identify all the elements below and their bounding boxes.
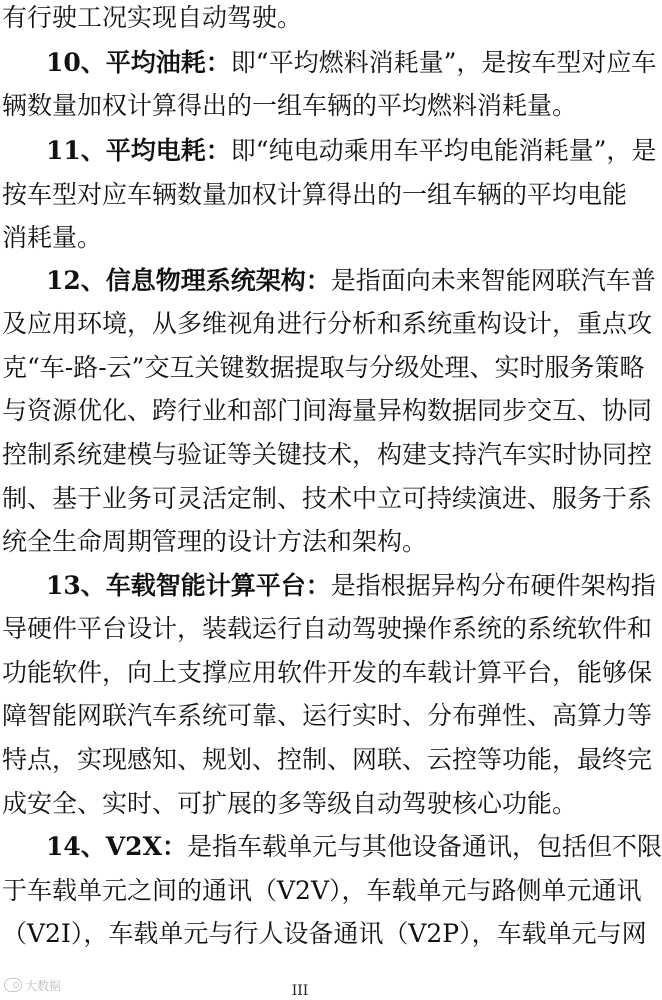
watermark-text: 大数据 — [25, 978, 62, 993]
document-line: 控制系统建模与验证等关键技术，构建支持汽车实时协同控 — [2, 440, 653, 469]
document-line — [46, 43, 657, 83]
document-line: 障智能网联汽车系统可靠、运行实时、分布弹性、高算力等 — [2, 701, 653, 730]
term-heading: 12、信息物理系统架构： — [46, 266, 331, 295]
document-line: 克“车-路-云”交互关键数据提取与分级处理、实时服务策略 — [2, 353, 645, 382]
document-line: 导硬件平台设计，装载运行自动驾驶操作系统的系统软件和 — [2, 614, 653, 643]
document-line — [46, 827, 662, 867]
document-line — [46, 261, 656, 301]
page-number: III — [291, 983, 309, 999]
document-line: 与资源优化、跨行业和部门间海量异构数据同步交互、协同 — [2, 396, 653, 425]
document-line: （V2I），车载单元与行人设备通讯（V2P），车载单元与网 — [2, 919, 647, 948]
term-definition: 即“纯电动乘用车平均电能消耗量”，是 — [230, 136, 657, 165]
term-definition: 是指根据异构分布硬件架构指 — [330, 571, 656, 600]
document-line: 于车载单元之间的通讯（V2V），车载单元与路侧单元通讯 — [2, 876, 642, 905]
document-line: 及应用环境，从多维视角进行分析和系统重构设计，重点攻 — [2, 309, 653, 338]
document-line: 制、基于业务可灵活定制、技术中立可持续演进、服务于系 — [2, 484, 653, 513]
document-line: 辆数量加权计算得出的一组车辆的平均燃料消耗量。 — [2, 91, 578, 120]
term-definition: 即“平均燃料消耗量”，是按车型对应车 — [230, 48, 657, 77]
document-line: 特点，实现感知、规划、控制、网联、云控等功能，最终完 — [2, 745, 653, 774]
term-heading: 10、平均油耗： — [46, 48, 231, 77]
document-line — [46, 566, 656, 606]
document-line: 按车型对应车辆数量加权计算得出的一组车辆的平均电能 — [2, 180, 628, 209]
document-line: 功能软件，向上支撑应用软件开发的车载计算平台，能够保 — [2, 658, 653, 687]
term-heading: 13、车载智能计算平台： — [46, 571, 331, 600]
document-line: 统全生命周期管理的设计方法和架构。 — [2, 527, 428, 556]
document-line: 成安全、实时、可扩展的多等级自动驾驶核心功能。 — [2, 789, 578, 818]
term-heading: 11、平均电耗： — [46, 136, 231, 165]
document-line — [46, 131, 657, 171]
term-heading: 14、V2X： — [46, 832, 187, 861]
term-definition: 是指面向未来智能网联汽车普 — [330, 266, 656, 295]
document-line: 有行驶工况实现自动驾驶。 — [2, 3, 303, 32]
term-definition: 是指车载单元与其他设备通讯，包括但不限 — [186, 832, 662, 861]
document-line: 消耗量。 — [2, 223, 103, 252]
